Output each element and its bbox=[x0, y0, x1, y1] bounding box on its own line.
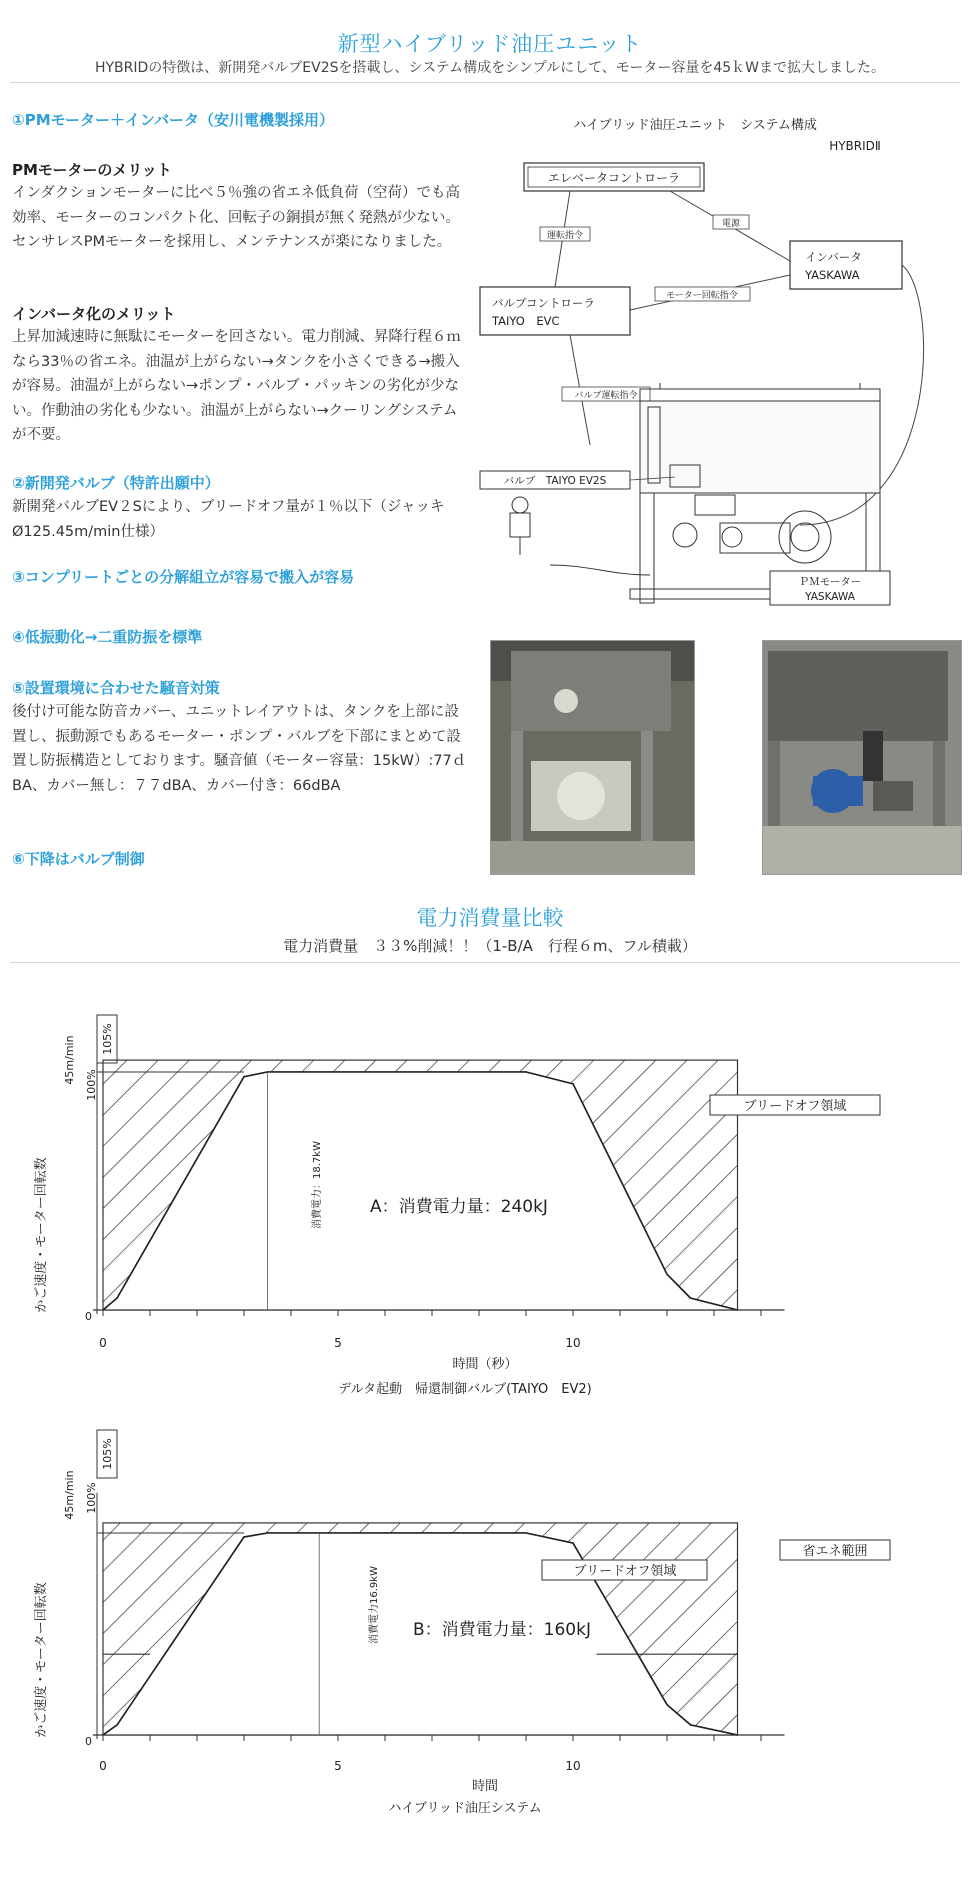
feature-5-text: 後付け可能な防音カバー、ユニットレイアウトは、タンクを上部に設置し、振動源でもあるモーター・ポンプ・バルブを下部にまとめて設置し防振構造としております。騒音値（モーター容量：15kW）:77ｄBA、カバー無し：７７dBA、カバー付き：66dBA bbox=[12, 704, 467, 794]
inverter-model: YASKAWA bbox=[805, 268, 860, 282]
hydraulic-unit-drawing bbox=[510, 383, 890, 603]
chart-b-hybrid bbox=[15, 1410, 965, 1820]
chart-b-ytick-0: 0 bbox=[85, 1735, 92, 1748]
chart-b-xtick-5: 5 bbox=[334, 1759, 342, 1773]
feature-1-text-inverter: 上昇加減速時に無駄にモーターを回さない。電力削減、昇降行程６ｍなら33％の省エネ。油温が上がらない→タンクを小さくできる→搬入が容易。油温が上がらない→ポンプ・バルブ・パッキンの劣化が少ない。作動油の劣化も少ない。油温が上がらない→クーリングシステムが不要。 bbox=[12, 329, 461, 443]
divider bbox=[10, 82, 960, 83]
page-subtitle: HYBRIDの特徴は、新開発バルブEV2Sを搭載し、システム構成をシンプルにして、モーター容量を45ｋWまで拡大しました。 bbox=[94, 60, 886, 76]
feature-6-title: ⑥下降はバルブ制御 bbox=[12, 850, 145, 868]
inverter-label: インバータ bbox=[805, 250, 862, 264]
chart-b-xtick-10: 10 bbox=[565, 1759, 581, 1773]
chart-a-bleed-label: ブリードオフ領域 bbox=[743, 1099, 847, 1114]
feature-1-title: ①PMモーター＋インバータ（安川電機製採用） bbox=[12, 111, 334, 129]
feature-2-title: ②新開発バルブ（特許出願中） bbox=[12, 474, 220, 492]
chart-b-ylabel2: 45m/min bbox=[63, 1470, 76, 1520]
elevator-controller-label: エレベータコントローラ bbox=[547, 171, 681, 185]
cmd-run-label: 運転指令 bbox=[546, 231, 584, 241]
chart-b-top-label: 105% bbox=[101, 1438, 114, 1470]
system-diagram bbox=[470, 105, 960, 610]
chart-a-delta-start bbox=[15, 985, 965, 1395]
pm-motor-model: YASKAWA bbox=[805, 591, 855, 603]
chart-b-xtick-0: 0 bbox=[99, 1759, 107, 1773]
feature-1-text-pm: インダクションモーターに比べ５％強の省エネ低負荷（空荷）でも高効率、モーターのコンパクト化、回転子の銅損が無く発熱が少ない。センサレスPMモーターを採用し、メンテナンスが楽になりました。 bbox=[12, 185, 461, 250]
chart-b-saving-label: 省エネ範囲 bbox=[802, 1544, 868, 1559]
cmd-power-label: 電源 bbox=[721, 219, 741, 229]
valve-label: バルブ TAIYO EV2S bbox=[503, 475, 607, 487]
chart-b-ytick-100: 100% bbox=[85, 1482, 98, 1514]
chart-a-caption: デルタ起動 帰還制御バルブ(TAIYO EV2) bbox=[338, 1382, 592, 1395]
valve-controller-label: バルブコントローラ bbox=[492, 296, 595, 310]
page-title: 新型ハイブリッド油圧ユニット bbox=[337, 32, 643, 56]
cmd-motor-speed-label: モーター回転指令 bbox=[666, 291, 738, 301]
pm-motor-label: ＰＭモーター bbox=[798, 576, 862, 588]
feature-3-title: ③コンプリートごとの分解組立が容易で搬入が容易 bbox=[12, 568, 355, 586]
chart-b-caption: ハイブリッド油圧システム bbox=[388, 1801, 542, 1816]
chart-a-xlabel: 時間（秒） bbox=[452, 1357, 518, 1372]
feature-5-title: ⑤設置環境に合わせた騒音対策 bbox=[12, 679, 220, 697]
chart-a-ylabel: かご速度・モーター回転数 bbox=[34, 1157, 49, 1313]
comparison-title: 電力消費量比較 bbox=[416, 906, 564, 930]
chart-a-ytick-0: 0 bbox=[85, 1310, 92, 1323]
chart-a-top-label: 105% bbox=[101, 1023, 114, 1055]
chart-b-energy-label: B：消費電力量：160kJ bbox=[413, 1620, 591, 1640]
feature-2-text: 新開発バルブEV２Sにより、ブリードオフ量が１％以下（ジャッキØ125.45m/min仕様） bbox=[12, 499, 445, 540]
chart-a-power-label: 消費電力：18.7kW bbox=[312, 1141, 323, 1229]
cmd-valve-run-label: バルブ運転指令 bbox=[574, 391, 638, 401]
chart-a-xtick-10: 10 bbox=[565, 1336, 581, 1350]
valve-controller-model: TAIYO EVC bbox=[492, 314, 560, 328]
chart-b-xlabel: 時間 bbox=[471, 1779, 499, 1794]
chart-a-energy-label: A：消費電力量：240kJ bbox=[370, 1197, 548, 1217]
chart-a-ylabel2: 45m/min bbox=[63, 1035, 76, 1085]
feature-4-title: ④低振動化→二重防振を標準 bbox=[12, 628, 203, 646]
feature-1-subtitle-inverter: インバータ化のメリット bbox=[12, 305, 176, 323]
system-title: ハイブリッド油圧ユニット システム構成 bbox=[573, 118, 817, 133]
chart-a-xtick-0: 0 bbox=[99, 1336, 107, 1350]
feature-1-subtitle-pm: PMモーターのメリット bbox=[12, 161, 172, 179]
comparison-subtitle: 電力消費量 ３３%削減！！（1-B/A 行程６m、フル積載） bbox=[283, 937, 697, 955]
unit-photo-1 bbox=[490, 640, 695, 875]
chart-a-xtick-5: 5 bbox=[334, 1336, 342, 1350]
divider-2 bbox=[10, 962, 960, 963]
chart-a-ytick-100: 100% bbox=[85, 1069, 98, 1101]
chart-b-ylabel: かご速度・モーター回転数 bbox=[34, 1582, 49, 1738]
chart-b-bleed-label: ブリードオフ領域 bbox=[573, 1564, 677, 1579]
chart-b-power-label: 消費電力16.9kW bbox=[369, 1566, 380, 1644]
unit-photo-2 bbox=[762, 640, 962, 875]
system-model: HYBRIDⅡ bbox=[829, 139, 881, 153]
